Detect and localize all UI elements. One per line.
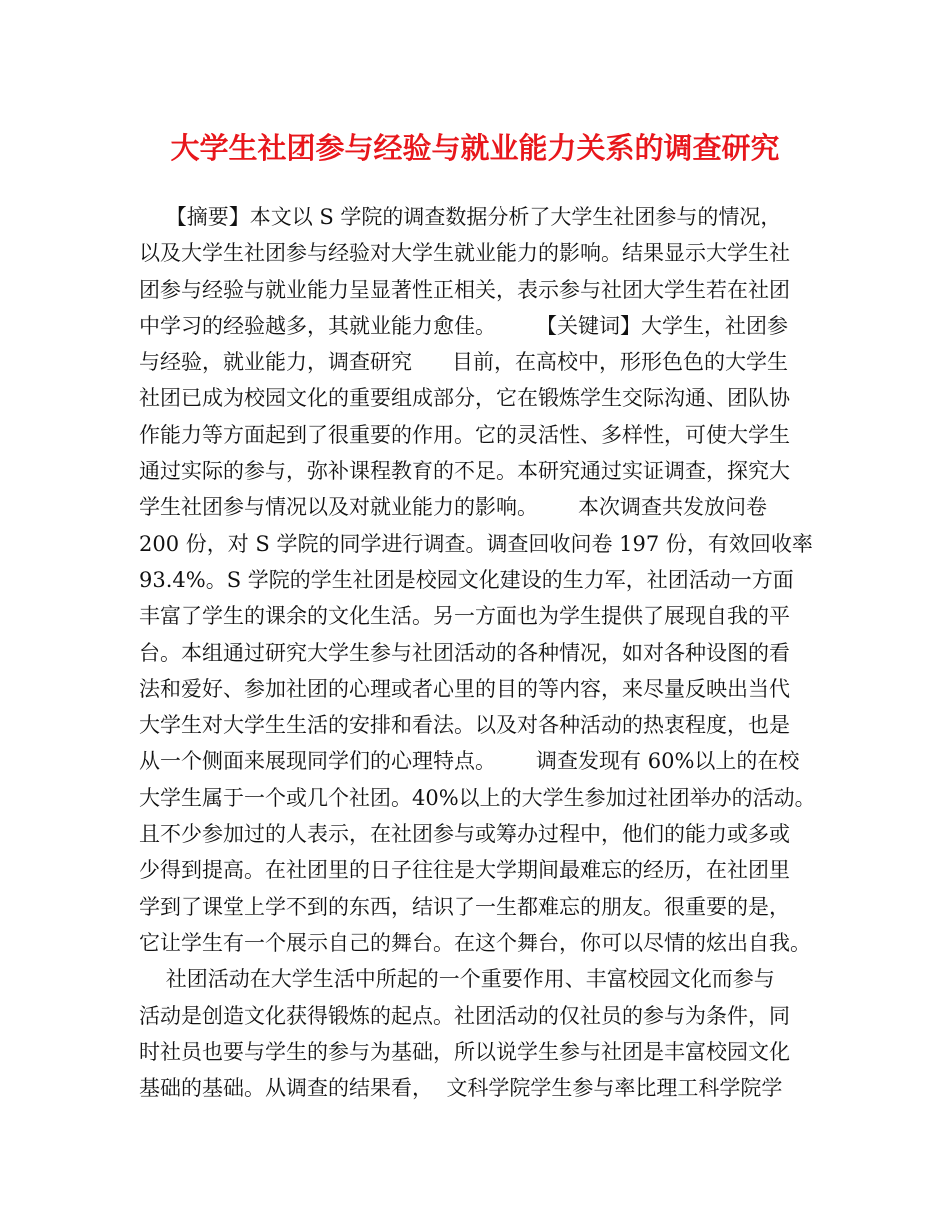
- body-line: 与经验，就业能力，调查研究 目前，在高校中，形形色色的大学生: [139, 350, 789, 375]
- body-line: 台。本组通过研究大学生参与社团活动的各种情况，如对各种设图的看: [139, 640, 790, 665]
- body-line: 中学习的经验越多，其就业能力愈佳。 【关键词】大学生，社团参: [139, 313, 789, 338]
- body-line: 作能力等方面起到了很重要的作用。它的灵活性、多样性，可使大学生: [139, 422, 790, 447]
- body-line: 少得到提高。在社团里的日子往往是大学期间最难忘的经历，在社团里: [139, 858, 790, 883]
- body-line: 大学生对大学生生活的安排和看法。以及对各种活动的热衷程度，也是: [139, 713, 790, 738]
- body-line: 93.4%。S 学院的学生社团是校园文化建设的生力军，社团活动一方面: [139, 567, 794, 592]
- body-line: 时社员也要与学生的参与为基础，所以说学生参与社团是丰富校园文化: [139, 1039, 790, 1064]
- body-line: 学生社团参与情况以及对就业能力的影响。 本次调查共发放问卷: [139, 495, 768, 520]
- body-line: 200 份，对 S 学院的同学进行调查。调查回收问卷 197 份，有效回收率: [139, 531, 813, 556]
- body-line: 通过实际的参与，弥补课程教育的不足。本研究通过实证调查，探究大: [139, 459, 790, 484]
- body-line: 学到了课堂上学不到的东西，结识了一生都难忘的朋友。很重要的是，: [139, 894, 790, 919]
- body-line: 且不少参加过的人表示，在社团参与或筹办过程中，他们的能力或多或: [139, 822, 790, 847]
- document-title: 大学生社团参与经验与就业能力关系的调查研究: [170, 131, 780, 165]
- body-line: 团参与经验与就业能力呈显著性正相关，表示参与社团大学生若在社团: [139, 277, 790, 302]
- body-line: 【摘要】本文以 S 学院的调查数据分析了大学生社团参与的情况，: [139, 205, 782, 229]
- body-line: 社团活动在大学生活中所起的一个重要作用、丰富校园文化而参与: [139, 967, 775, 992]
- body-line: 大学生属于一个或几个社团。40%以上的大学生参加过社团举办的活动。: [139, 785, 816, 810]
- body-line: 社团已成为校园文化的重要组成部分，它在锻炼学生交际沟通、团队协: [139, 386, 790, 411]
- body-line: 法和爱好、参加社团的心理或者心里的目的等内容，来尽量反映出当代: [139, 676, 790, 701]
- body-line: 丰富了学生的课余的文化生活。另一方面也为学生提供了展现自我的平: [139, 604, 790, 629]
- body-line: 以及大学生社团参与经验对大学生就业能力的影响。结果显示大学生社: [139, 241, 790, 266]
- document-body: [139, 199, 829, 1106]
- body-line: 它让学生有一个展示自己的舞台。在这个舞台，你可以尽情的炫出自我。: [139, 930, 811, 955]
- body-line: 活动是创造文化获得锻炼的起点。社团活动的仅社员的参与为条件，同: [139, 1003, 790, 1028]
- body-line: 从一个侧面来展现同学们的心理特点。 调查发现有 60%以上的在校: [139, 749, 800, 774]
- body-line: 基础的基础。从调查的结果看， 文科学院学生参与率比理工科学院学: [139, 1076, 783, 1101]
